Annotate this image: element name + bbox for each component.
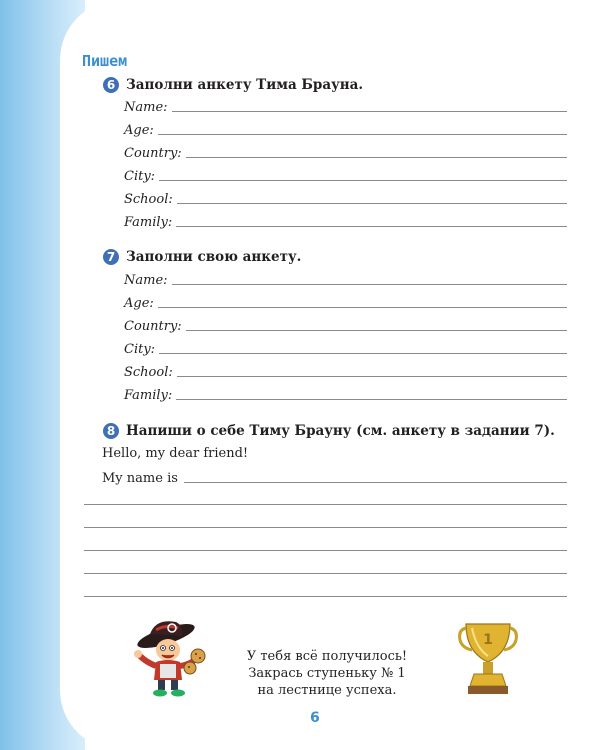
task-6-field-city[interactable]: [124, 168, 567, 184]
praise-line-1: У тебя всё получилось!: [246, 649, 408, 664]
page-number: 6: [310, 710, 320, 726]
field-label: School:: [124, 192, 173, 207]
fill-line[interactable]: [177, 203, 567, 204]
fill-line[interactable]: [176, 399, 567, 400]
field-label: Name:: [124, 273, 168, 288]
trophy-icon: [458, 618, 518, 700]
fill-line[interactable]: [176, 226, 567, 227]
field-label: Family:: [124, 215, 173, 230]
task-7-field-country[interactable]: [124, 318, 567, 334]
task-7-field-city[interactable]: [124, 341, 567, 357]
praise-message: [232, 648, 422, 699]
fill-line[interactable]: [177, 376, 567, 377]
task-7-field-name[interactable]: [124, 272, 567, 288]
writing-line[interactable]: [84, 504, 567, 505]
field-label: School:: [124, 365, 173, 380]
task-8-number-badge: 8: [103, 423, 119, 439]
fill-line[interactable]: [172, 284, 567, 285]
task-7-number-badge: 7: [103, 249, 119, 265]
trophy-number: 1: [483, 632, 493, 648]
praise-line-2: Закрась ступеньку № 1: [248, 666, 406, 681]
writing-line[interactable]: [84, 596, 567, 597]
task-7-field-school[interactable]: [124, 364, 567, 380]
fill-line[interactable]: [184, 482, 567, 483]
praise-line-3: на лестнице успеха.: [257, 683, 397, 698]
task-6-number-badge: 6: [103, 77, 119, 93]
fill-line[interactable]: [172, 111, 567, 112]
task-6-field-country[interactable]: [124, 145, 567, 161]
fill-line[interactable]: [159, 180, 567, 181]
field-label: Age:: [124, 296, 154, 311]
field-label: City:: [124, 169, 156, 184]
my-name-row[interactable]: [102, 470, 567, 486]
field-label: Name:: [124, 100, 168, 115]
my-name-prefix: My name is: [102, 471, 178, 486]
task-6-field-school[interactable]: [124, 191, 567, 207]
task-8-heading: [103, 423, 555, 439]
writing-line[interactable]: [84, 527, 567, 528]
field-label: Family:: [124, 388, 173, 403]
writing-line[interactable]: [84, 573, 567, 574]
fill-line[interactable]: [158, 134, 567, 135]
field-label: Country:: [124, 319, 182, 334]
fill-line[interactable]: [159, 353, 567, 354]
letter-greeting: Hello, my dear friend!: [102, 446, 249, 461]
task-6-title: Заполни анкету Тима Брауна.: [126, 77, 364, 93]
task-8-title: Напиши о себе Тиму Брауну (см. анкету в задании 7).: [126, 423, 555, 439]
task-7-title: Заполни свою анкету.: [126, 249, 302, 265]
task-7-heading: [103, 249, 301, 265]
task-6-field-name[interactable]: [124, 99, 567, 115]
task-7-field-family[interactable]: [124, 387, 567, 403]
field-label: Country:: [124, 146, 182, 161]
task-7-field-age[interactable]: [124, 295, 567, 311]
fill-line[interactable]: [186, 330, 567, 331]
fill-line[interactable]: [186, 157, 567, 158]
section-title: Пишем: [82, 52, 128, 70]
field-label: City:: [124, 342, 156, 357]
fill-line[interactable]: [158, 307, 567, 308]
field-label: Age:: [124, 123, 154, 138]
task-6-heading: [103, 77, 363, 93]
task-6-field-family[interactable]: [124, 214, 567, 230]
task-6-field-age[interactable]: [124, 122, 567, 138]
boy-with-cookies-illustration: [126, 618, 216, 698]
writing-line[interactable]: [84, 550, 567, 551]
